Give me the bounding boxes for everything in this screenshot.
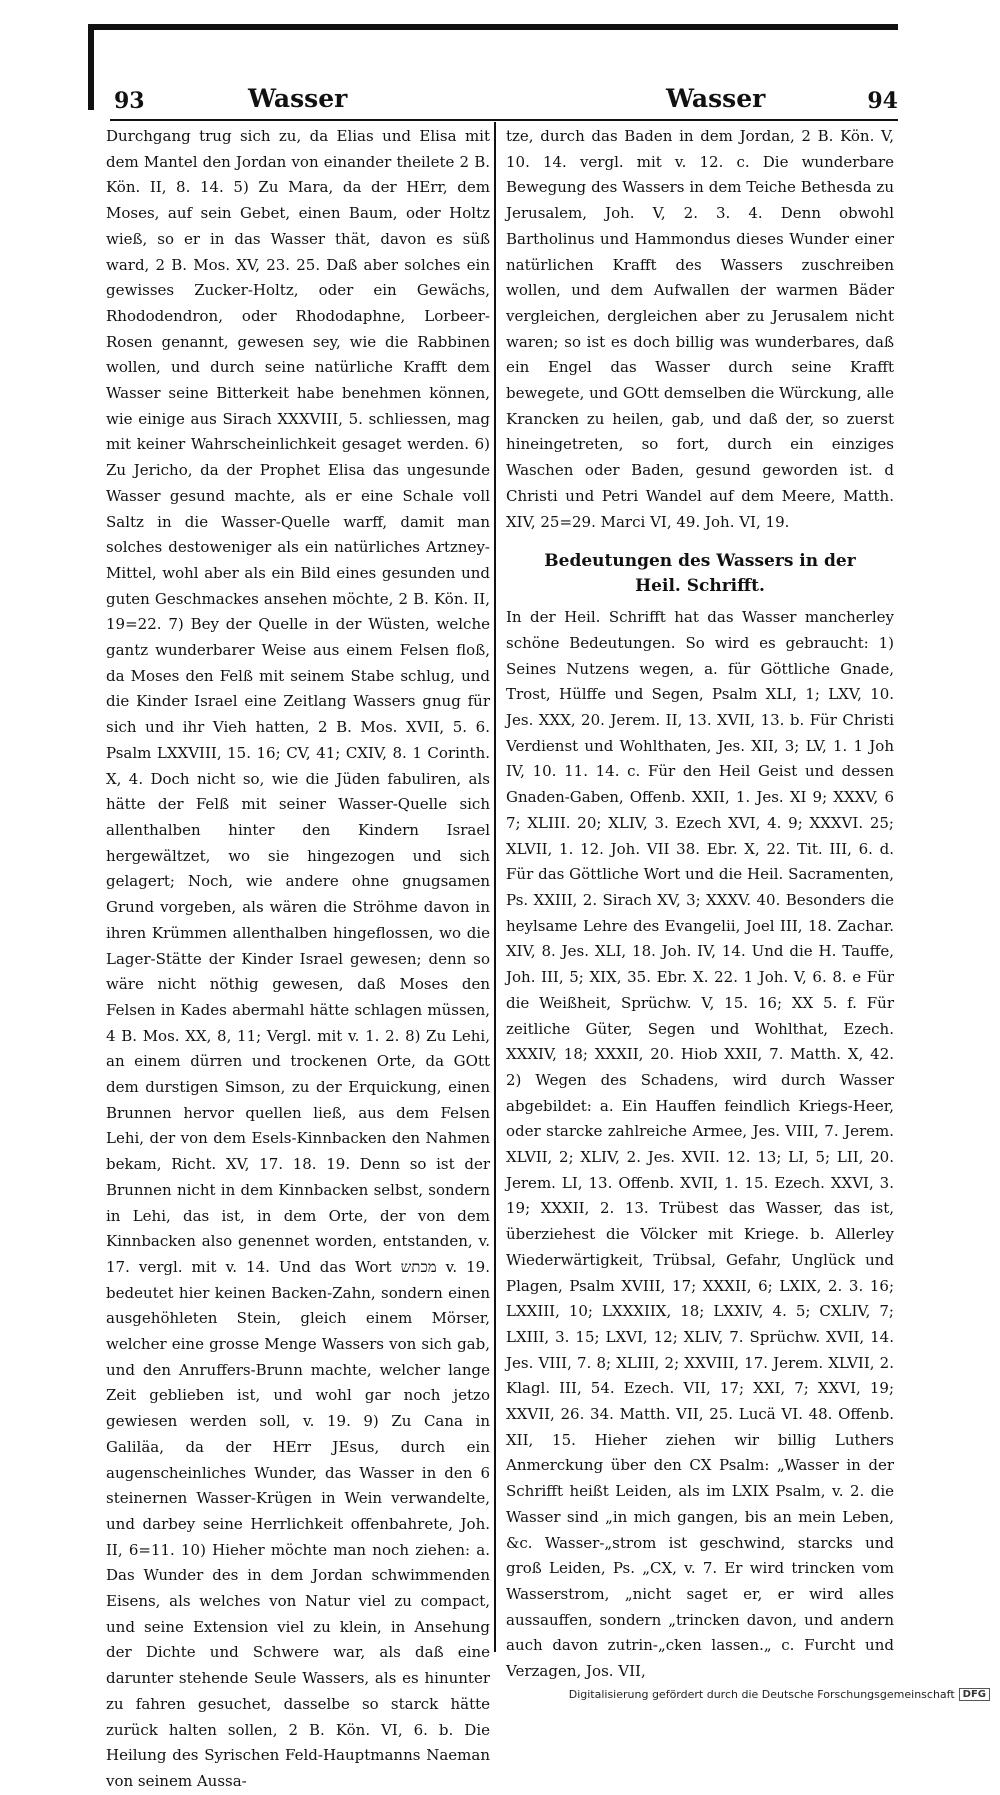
section-heading-line-2: Heil. Schrifft. [635,576,765,597]
page-number-left: 93 [114,88,145,114]
left-column-text: Durchgang trug sich zu, da Elias und Elisa mit dem Mantel den Jordan von einander theilete 2 B. Kön. II, 8. 14. 5) Zu Mara, da der HErr, dem Moses, auf sein Gebet, einen Baum, oder Holtz wieß, so er in das Wasser thät, davon es süß ward, 2 B. Mos. XV, 23. 25. Daß aber solches ein gewisses Zucker-Holtz, oder ein Gewächs, Rhododendron, oder Rhododaphne, Lorbeer-Rosen genannt, gewesen sey, wie die Rabbinen wollen, und durch seine natürliche Krafft dem Wasser seine Bitterkeit habe benehmen können, wie einige aus Sirach XXXVIII, 5. schliessen, mag mit keiner Wahrscheinlichkeit gesaget werden. 6) Zu Jericho, da der Prophet Elisa das ungesunde Wasser gesund machte, als er eine Schale voll Saltz in die Wasser-Quelle warff, damit man solches destoweniger als ein natürliches Artzney-Mittel, wohl aber als ein Bild eines gesunden und guten Geschmackes ansehen möchte, 2 B. Kön. II, 19=22. 7) Bey der Quelle in der Wüsten, welche gantz wunderbarer Weise aus einem Felsen floß, da Moses den Felß mit seinem Stabe schlug, und die Kinder Israel eine Zeitlang Wassers gnug für sich und ihr Vieh hatten, 2 B. Mos. XVII, 5. 6. Psalm LXXVIII, 15. 16; CV, 41; CXIV, 8. 1 Corinth. X, 4. Doch nicht so, wie die Jüden fabuliren, als hätte der Felß mit seiner Wasser-Quelle sich allenthalben hinter den Kindern Israel hergewältzet, wo sie hingezogen und sich gelagert; Noch, wie andere ohne gnugsamen Grund vorgeben, als wären die Ströhme davon in ihren Krümmen allenthalben hingeflossen, wo die Lager-Stätte der Kinder Israel gewesen; denn so wäre nicht nöthig gewesen, daß Moses den Felsen in Kades abermahl hätte schlagen müssen, 4 B. Mos. XX, 8, 11; Vergl. mit v. 1. 2. 8) Zu Lehi, an einem dürren und trockenen Orte, da GOtt dem durstigen Simson, zu der Erquickung, einen Brunnen hervor quellen ließ, aus dem Felsen Lehi, der von dem Esels-Kinnbacken den Nahmen bekam, Richt. XV, 17. 18. 19. Denn so ist der Brunnen nicht in dem Kinnbacken selbst, sondern in Lehi, das ist, in dem Orte, der von dem Kinnbacken also genennet worden, entstanden, v. 17. vergl. mit v. 14. Und das Wort מכתש v. 19. bedeutet hier keinen Backen-Zahn, sondern einen ausgehöhleten Stein, gleich einem Mörser, welcher eine grosse Menge Wassers von sich gab, und den Anruffers-Brunn machte, welcher lange Zeit geblieben ist, und wohl gar noch jetzo gewiesen werden soll, v. 19. 9) Zu Cana in Galiläa, da der HErr JEsus, durch ein augenscheinliches Wunder, das Wasser in den 6 steinernen Wasser-Krügen in Wein verwandelte, und darbey seine Herrlichkeit offenbahrete, Joh. II, 6=11. 10) Hieher möchte man noch ziehen: a. Das Wunder des in dem Jordan schwimmenden Eisens, als welches von Natur viel zu compact, und seine Extension viel zu klein, in Ansehung der Dichte und Schwere war, als daß eine darunter stehende Seule Wassers, als es hinunter zu fahren gesuchet, dasselbe so starck hätte zurück halten sollen, 2 B. Kön. VI, 6. b. Die Heilung des Syrischen Feld-Hauptmanns Naeman von seinem Aussa- [106,127,490,1790]
digitization-footer [569,1688,990,1701]
section-heading [506,549,894,599]
section-heading-line-1: Bedeutungen des Wassers in der [544,551,856,572]
page-header [100,82,900,122]
running-head-right: Wasser [666,84,766,113]
right-column-text-2: In der Heil. Schrifft hat das Wasser mancherley schöne Bedeutungen. So wird es gebraucht: 1) Seines Nutzens wegen, a. für Göttliche Gnade, Trost, Hülffe und Segen, Psalm XLI, 1; LXV, 10. Jes. XXX, 20. Jerem. II, 13. XVII, 13. b. Für Christi Verdienst und Wohlthaten, Jes. XII, 3; LV, 1. 1 Joh IV, 10. 11. 14. c. Für den Heil Geist und dessen Gnaden-Gaben, Offenb. XXII, 1. Jes. XI 9; XXXV, 6 7; XLIII. 20; XLIV, 3. Ezech XVI, 4. 9; XXXVI. 25; XLVII, 1. 12. Joh. VII 38. Ebr. X, 22. Tit. III, 6. d. Für das Göttliche Wort und die Heil. Sacramenten, Ps. XXIII, 2. Sirach XV, 3; XXXV. 40. Besonders die heylsame Lehre des Evangelii, Joel III, 18. Zachar. XIV, 8. Jes. XLI, 18. Joh. IV, 14. Und die H. Tauffe, Joh. III, 5; XIX, 35. Ebr. X. 22. 1 Joh. V, 6. 8. e Für die Weißheit, Sprüchw. V, 15. 16; XX 5. f. Für zeitliche Güter, Segen und Wohlthat, Ezech. XXXIV, 18; XXXII, 20. Hiob XXII, 7. Matth. X, 42. 2) Wegen des Schadens, wird durch Wasser abgebildet: a. Ein Hauffen feindlich Kriegs-Heer, oder starcke zahlreiche Armee, Jes. VIII, 7. Jerem. XLVII, 2; XLIV, 2. Jes. XVII. 12. 13; LI, 5; LII, 20. Jerem. LI, 13. Offenb. XVII, 1. 15. Ezech. XXVI, 3. 19; XXXII, 2. 13. Trübest das Wasser, das ist, überziehest die Völcker mit Kriege. b. Allerley Wiederwärtigkeit, Trübsal, Gefahr, Unglück und Plagen, Psalm XVIII, 17; XXXII, 6; LXIX, 2. 3. 16; LXXIII, 10; LXXXIIX, 18; LXXIV, 4. 5; CXLIV, 7; LXIII, 3. 15; LXVI, 12; XLIV, 7. Sprüchw. XVII, 14. Jes. VIII, 7. 8; XLIII, 2; XXVIII, 17. Jerem. XLVII, 2. Klagl. III, 54. Ezech. VII, 17; XXI, 7; XXVI, 19; XXVII, 26. 34. Matth. VII, 25. Lucä VI. 48. Offenb. XII, 15. Hieher ziehen wir billig Luthers Anmerckung über den CX Psalm: „Wasser in der Schrifft heißt Leiden, als im LXIX Psalm, v. 2. die Wasser sind „in mich gangen, bis an mein Leben, &c. Wasser-„strom ist geschwind, starcks und groß Leiden, Ps. „CX, v. 7. Er wird trincken vom Wasserstrom, „nicht saget er, er wird alles aussauffen, sondern „trincken davon, und andern auch davon zutrin-„cken lassen.„ c. Furcht und Verzagen, Jos. VII, [506,608,894,1681]
left-border-rule [88,24,94,110]
dfg-logo-icon: DFG [959,1688,990,1701]
right-column [506,124,894,1681]
top-border-rule [88,24,898,30]
column-divider [494,122,496,1652]
footer-credit: Digitalisierung gefördert durch die Deutsche Forschungsgemeinschaft [568,1688,955,1701]
running-head-left: Wasser [248,84,348,113]
page-number-right: 94 [867,88,898,114]
left-column [106,124,490,1790]
right-column-text-1: tze, durch das Baden in dem Jordan, 2 B. Kön. V, 10. 14. vergl. mit v. 12. c. Die wunderbare Bewegung des Wassers in dem Teiche Bethesda zu Jerusalem, Joh. V, 2. 3. 4. Denn obwohl Bartholinus und Hammondus dieses Wunder einer natürlichen Krafft des Wassers zuschreiben wollen, und dem Aufwallen der warmen Bäder vergleichen, dergleichen aber zu Jerusalem nicht waren; so ist es doch billig was wunderbares, daß ein Engel das Wasser durch seine Krafft bewegete, und GOtt demselben die Würckung, alle Krancken zu heilen, gab, und daß der, so zuerst hineingetreten, so fort, durch ein einziges Waschen oder Baden, gesund geworden ist. d Christi und Petri Wandel auf dem Meere, Matth. XIV, 25=29. Marci VI, 49. Joh. VI, 19. [506,127,894,531]
header-rule [110,119,898,121]
